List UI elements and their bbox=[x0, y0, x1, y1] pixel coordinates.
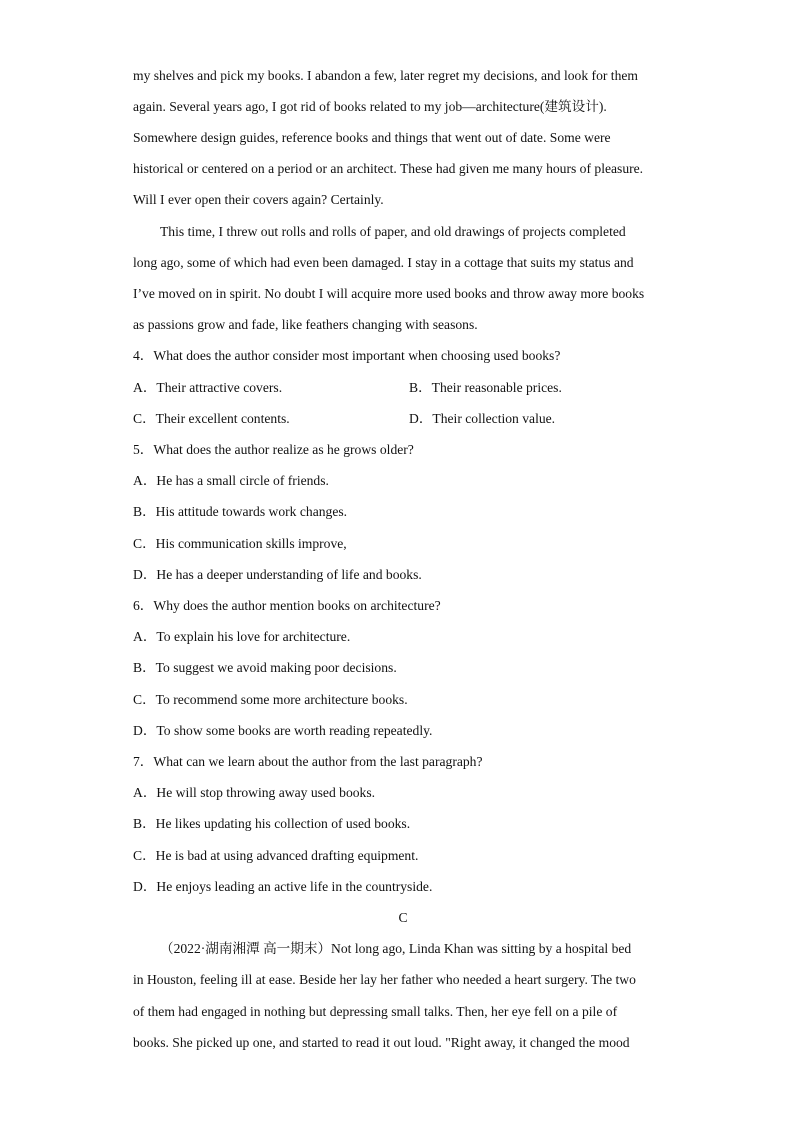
option-c: C．His communication skills improve, bbox=[133, 536, 347, 551]
option-d: D．Their collection value. bbox=[409, 411, 556, 426]
option-b: B．Their reasonable prices. bbox=[409, 380, 562, 395]
option-a: A．To explain his love for architecture. bbox=[133, 629, 351, 644]
passage-line: as passions grow and fade, like feathers changing with seasons. bbox=[133, 317, 478, 332]
passage-line: I’ve moved on in spirit. No doubt I will acquire more used books and throw away more books bbox=[133, 286, 645, 301]
passage-line: Somewhere design guides, reference books and things that went out of date. Some were bbox=[133, 130, 611, 145]
option-c: C．He is bad at using advanced drafting equipment. bbox=[133, 848, 419, 863]
option-a: A．He has a small circle of friends. bbox=[133, 473, 329, 488]
option-b: B．His attitude towards work changes. bbox=[133, 504, 348, 519]
passage-line: historical or centered on a period or an architect. These had given me many hours of pleasure. bbox=[133, 161, 644, 176]
question-4-options-row1 bbox=[133, 377, 673, 399]
option-d: D．He has a deeper understanding of life and books. bbox=[133, 567, 422, 582]
option-d: D．He enjoys leading an active life in the countryside. bbox=[133, 879, 433, 894]
passage-line: Will I ever open their covers again? Certainly. bbox=[133, 192, 384, 207]
passage-line: again. Several years ago, I got rid of books related to my job—architecture(建筑设计). bbox=[133, 99, 607, 114]
question-4-options-row2 bbox=[133, 408, 673, 430]
question-4-stem: 4．What does the author consider most important when choosing used books? bbox=[133, 348, 561, 363]
option-c: C．Their excellent contents. bbox=[133, 411, 290, 426]
option-b: B．He likes updating his collection of used books. bbox=[133, 816, 411, 831]
passage-line: long ago, some of which had even been damaged. I stay in a cottage that suits my status and bbox=[133, 255, 634, 270]
passage-line: （2022·湖南湘潭 高一期末）Not long ago, Linda Khan was sitting by a hospital bed bbox=[160, 941, 632, 956]
option-d: D．To show some books are worth reading repeatedly. bbox=[133, 723, 433, 738]
passage-line: of them had engaged in nothing but depressing small talks. Then, her eye fell on a pile of bbox=[133, 1004, 618, 1019]
option-c: C．To recommend some more architecture books. bbox=[133, 692, 408, 707]
passage-line: books. She picked up one, and started to read it out loud. "Right away, it changed the mood bbox=[133, 1035, 630, 1050]
option-a: A．He will stop throwing away used books. bbox=[133, 785, 376, 800]
option-b: B．To suggest we avoid making poor decisions. bbox=[133, 660, 397, 675]
passage-line: This time, I threw out rolls and rolls of paper, and old drawings of projects completed bbox=[160, 224, 626, 239]
option-a: A．Their attractive covers. bbox=[133, 380, 283, 395]
question-7-stem: 7．What can we learn about the author from the last paragraph? bbox=[133, 754, 483, 769]
question-6-stem: 6．Why does the author mention books on architecture? bbox=[133, 598, 441, 613]
passage-line: in Houston, feeling ill at ease. Beside her lay her father who needed a heart surgery. The two bbox=[133, 972, 636, 987]
section-heading: C bbox=[398, 910, 408, 925]
question-5-stem: 5．What does the author realize as he grows older? bbox=[133, 442, 414, 457]
passage-line: my shelves and pick my books. I abandon a few, later regret my decisions, and look for them bbox=[133, 68, 638, 83]
